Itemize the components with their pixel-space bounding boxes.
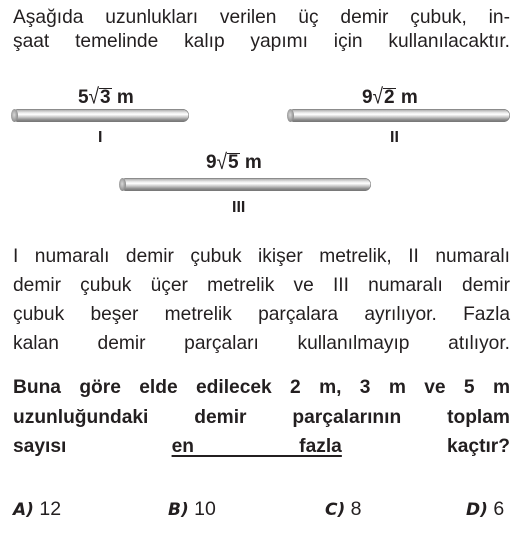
rod-III-roman: III: [232, 199, 246, 216]
option-a[interactable]: [13, 498, 61, 521]
rod-I-radical: [89, 87, 112, 109]
body-line-2: demir çubuk üçer metrelik ve III numaralı demir: [13, 275, 510, 296]
question-line-2: uzunluğundaki demir parçalarının toplam: [13, 406, 510, 428]
rod-III-bar: [120, 178, 371, 191]
radical-sign: √: [88, 85, 100, 110]
option-c-value: 8: [350, 498, 362, 520]
rod-II-roman: II: [390, 129, 399, 146]
rod-I-radicand: 3: [100, 87, 111, 108]
rod-III-radicand: 5: [228, 152, 239, 173]
rod-II-bar: [288, 109, 510, 122]
rod-II-coefficient: 9: [362, 87, 373, 108]
intro-line-1: Aşağıda uzunlukları verilen üç demir çubuk, in-: [13, 7, 510, 28]
rod-III-length-label: [206, 152, 262, 174]
rod-II-end: [287, 109, 294, 122]
rod-III-unit: m: [244, 152, 262, 173]
intro-paragraph: [13, 6, 510, 54]
option-d[interactable]: [466, 498, 504, 521]
option-d-letter: D): [466, 500, 488, 520]
question-line-1: Buna göre elde edilecek 2 m, 3 m ve 5 m: [13, 377, 510, 398]
radical-sign: √: [372, 85, 384, 110]
intro-line-2: şaat temelinde kalıp yapımı için kullanılacaktır.: [13, 31, 510, 52]
rod-I-length-label: [78, 87, 134, 109]
body-line-3: çubuk beşer metrelik parçalara ayrılıyor. Fazla: [13, 304, 510, 325]
rod-III-coefficient: 9: [206, 152, 217, 173]
rod-II-length-label: [362, 87, 418, 109]
option-a-letter: A): [13, 500, 34, 520]
rod-II-radicand: 2: [384, 87, 395, 108]
body-line-4: kalan demir parçaları kullanılmayıp atılıyor.: [13, 333, 510, 354]
question-line-3-end: kaçtır?: [341, 436, 510, 457]
question-line-3: [13, 432, 510, 462]
rod-III-end: [119, 178, 126, 191]
option-b-letter: B): [168, 500, 189, 520]
radical-sign: √: [216, 150, 228, 175]
option-c-letter: C): [325, 500, 346, 520]
rod-I-unit: m: [116, 87, 134, 108]
body-line-1: I numaralı demir çubuk ikişer metrelik, II numaralı: [13, 246, 510, 267]
rod-I-end: [11, 109, 18, 122]
rod-I-roman: I: [98, 129, 103, 146]
question-line-3-start: sayısı: [13, 436, 172, 457]
emphasis-underlined: en fazla: [171, 436, 342, 457]
body-paragraph: [13, 242, 510, 358]
option-b-value: 10: [194, 498, 216, 520]
option-d-value: 6: [493, 498, 505, 520]
rod-I-coefficient: 5: [78, 87, 89, 108]
rod-III-radical: [217, 152, 240, 174]
option-c[interactable]: [325, 498, 362, 521]
rod-II-unit: m: [400, 87, 418, 108]
rod-II-radical: [373, 87, 396, 109]
question: [13, 373, 510, 462]
option-b[interactable]: [168, 498, 216, 521]
option-a-value: 12: [39, 498, 62, 520]
rod-I-bar: [12, 109, 189, 122]
